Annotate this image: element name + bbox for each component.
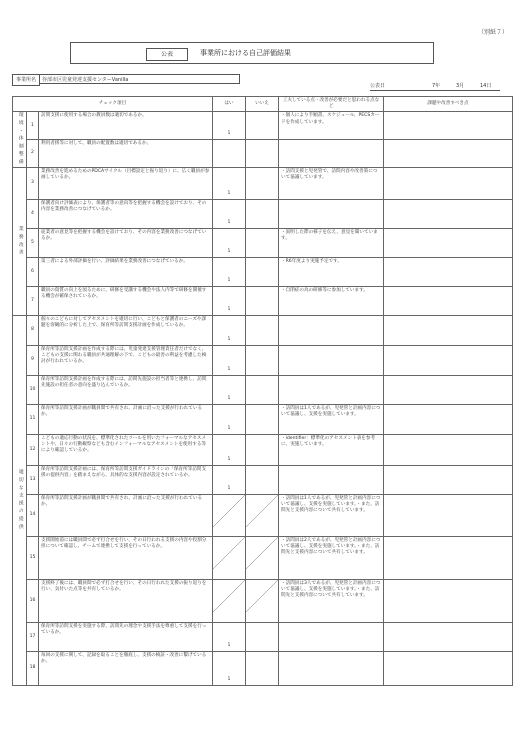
- diagonal-slash-icon: [213, 580, 245, 612]
- no-cell: [246, 257, 279, 286]
- table-row: [13, 494, 513, 536]
- yes-cell: [213, 622, 246, 651]
- item-number: 9: [27, 345, 39, 375]
- remarks-cell: [279, 315, 384, 345]
- item-text: 個々のこどもに対してアセスメントを適切に行い、こどもと保護者のニーズや課題を客観的に分析した上で、保育所等訪問支援計画を作成しているか。: [39, 315, 213, 345]
- remarks-cell: ・R6年度より実施予定です。: [279, 257, 384, 286]
- item-text: 第三者による外部評価を行い、評価結果を業務改善につなげているか。: [39, 257, 213, 286]
- yes-cell: [213, 315, 246, 345]
- no-cell: [246, 622, 279, 651]
- category-label: 業務改善: [17, 225, 23, 258]
- item-number: 17: [27, 622, 39, 651]
- yes-count: 1: [227, 190, 231, 196]
- diagonal-slash-icon: [246, 495, 278, 527]
- remarks-cell: [279, 199, 384, 228]
- remarks-cell: ・訪問員は3人であるが、児発管と計画内容について協議し、支援を実施しています。・また、訪問先と支援内容について共有しています。: [279, 579, 384, 622]
- yes-cell: [213, 286, 246, 315]
- yes-count: 1: [227, 306, 231, 312]
- remarks-cell: [279, 345, 384, 375]
- item-text: 保育所等訪問支援計画を作成する際には、児童発達支援管理責任者だけでなく、こどもの支援に関わる職員が共通理解の下で、こどもの最善の利益を考慮した検討が行われているか。: [39, 345, 213, 375]
- table-row: [13, 651, 513, 685]
- issues-cell: [384, 375, 513, 404]
- yes-cell: [213, 579, 246, 622]
- yes-cell: [213, 375, 246, 404]
- item-number: 1: [27, 112, 39, 140]
- remarks-cell: ・訪問員は1人であるが、児発管と計画内容について協議し、支援を実施しています。: [279, 404, 384, 434]
- remarks-cell: ・identifier：標準化のアセスメント表を参考に、実施しています。: [279, 434, 384, 465]
- no-cell: [246, 651, 279, 685]
- remarks-header: 工夫している点・改善が必要だと思われる点など: [279, 97, 384, 112]
- yes-count: 1: [227, 366, 231, 372]
- category-cell: [13, 167, 27, 315]
- table-header-row: [13, 97, 513, 112]
- table-row: [13, 315, 513, 345]
- item-number: 6: [27, 257, 39, 286]
- publish-date-label: 公表日: [370, 83, 386, 89]
- yes-cell: [213, 112, 246, 140]
- publish-year: 7年: [432, 83, 441, 89]
- yes-header: はい: [213, 97, 246, 112]
- item-text: 職員の資質の向上を図るために、研修を受講する機会や法人内等で研修を開催する機会が確保されているか。: [39, 286, 213, 315]
- remarks-cell: ・説明した際の様子を伝え、意見を聞いています。: [279, 228, 384, 257]
- item-number: 11: [27, 404, 39, 434]
- item-number: 4: [27, 199, 39, 228]
- remarks-cell: [279, 465, 384, 494]
- table-row: [13, 112, 513, 140]
- table-row: [13, 167, 513, 199]
- remarks-cell: [279, 375, 384, 404]
- remarks-cell: ・自閉症の為の研修等に参加しています。: [279, 286, 384, 315]
- issues-cell: [384, 465, 513, 494]
- yes-cell: [213, 257, 246, 286]
- item-text: 訪問支援に使用する場合の教員数は適切であるか。: [39, 112, 213, 140]
- issues-cell: [384, 622, 513, 651]
- yes-count: 1: [227, 336, 231, 342]
- remarks-cell: ・訪問員は2人であるが、児発管と計画内容について協議し、支援を実施しています。・また、訪問先と支援内容について共有しています。: [279, 536, 384, 579]
- no-header: いいえ: [246, 97, 279, 112]
- yes-cell: [213, 140, 246, 168]
- item-text: 支援終了後には、職員間で必ず打合せを行い、その日行われた支援の振り返りを行い、気付いた点等を共有しているか。: [39, 579, 213, 622]
- remarks-cell: ・個人により手順書、スケジュール、PECSカードを作成しています。: [279, 112, 384, 140]
- table-row: [13, 228, 513, 257]
- issues-cell: [384, 257, 513, 286]
- item-text: 保育所等訪問支援計画を作成する際には、訪問先施設の担当者等と連携し、訪問先施設の担任者の意向を盛り込んでいるか。: [39, 375, 213, 404]
- table-row: [13, 286, 513, 315]
- yes-count: 1: [227, 485, 231, 491]
- issues-cell: [384, 140, 513, 168]
- category-cell: [13, 315, 27, 685]
- table-row: [13, 140, 513, 168]
- yes-cell: [213, 434, 246, 465]
- yes-count: 1: [227, 130, 231, 136]
- table-row: [13, 375, 513, 404]
- table-row: [13, 257, 513, 286]
- item-number: 14: [27, 494, 39, 536]
- yes-cell: [213, 199, 246, 228]
- item-text: 保育所等訪問支援計画が職員間で共有され、計画に沿った支援が行われているか。: [39, 404, 213, 434]
- item-number: 7: [27, 286, 39, 315]
- business-label: 事業所名: [12, 74, 40, 86]
- no-cell: [246, 404, 279, 434]
- item-number: 8: [27, 315, 39, 345]
- business-name: 谷部市区児童発達支援センターVanilla: [39, 74, 240, 84]
- check-item-header: チェック項目: [13, 97, 213, 112]
- no-cell: [246, 112, 279, 140]
- table-row: [13, 579, 513, 622]
- yes-count: 1: [227, 395, 231, 401]
- yes-count: 1: [227, 676, 231, 682]
- yes-count: 1: [227, 219, 231, 225]
- item-number: 3: [27, 167, 39, 199]
- yes-count: 1: [227, 456, 231, 462]
- remarks-cell: [279, 140, 384, 168]
- item-text: 毎回の支援に関して、記録を取ることを徹底し、支援の検証・改善に繋げているか。: [39, 651, 213, 685]
- item-text: 保護者向け評価表により、保護者等の意向等を把握する機会を設けており、その内容を業務改善につなげているか。: [39, 199, 213, 228]
- category-cell: [13, 112, 27, 168]
- issues-cell: [384, 315, 513, 345]
- yes-cell: [213, 167, 246, 199]
- yes-count: 1: [227, 425, 231, 431]
- yes-count: 1: [227, 642, 231, 648]
- category-label: 環境・体制整備: [17, 112, 23, 167]
- issues-cell: [384, 579, 513, 622]
- diagonal-slash-icon: [213, 495, 245, 527]
- no-cell: [246, 375, 279, 404]
- item-number: 18: [27, 651, 39, 685]
- no-cell: [246, 199, 279, 228]
- yes-cell: [213, 536, 246, 579]
- yes-cell: [213, 651, 246, 685]
- diagonal-slash-icon: [246, 580, 278, 612]
- table-row: [13, 434, 513, 465]
- no-cell: [246, 140, 279, 168]
- issues-header: 課題や改善すべき点: [384, 97, 513, 112]
- yes-cell: [213, 345, 246, 375]
- no-cell: [246, 536, 279, 579]
- table-row: [13, 404, 513, 434]
- no-cell: [246, 286, 279, 315]
- table-row: [13, 345, 513, 375]
- issues-cell: [384, 404, 513, 434]
- remarks-cell: ・訪問員は1人であるが、児発管と計画内容について協議し、支援を実施しています。・また、訪問先と支援内容について共有しています。: [279, 494, 384, 536]
- issues-cell: [384, 494, 513, 536]
- item-text: 支援開始前には職員間で必ず打合せを行い、その日行われる支援の内容や役割分担について確認し、チームで連携して支援を行っているか。: [39, 536, 213, 579]
- no-cell: [246, 579, 279, 622]
- no-cell: [246, 434, 279, 465]
- item-number: 13: [27, 465, 39, 494]
- yes-count: 1: [227, 277, 231, 283]
- evaluation-table: [12, 96, 513, 686]
- yes-cell: [213, 494, 246, 536]
- category-label: 適切な支援の提供: [17, 469, 23, 532]
- issues-cell: [384, 286, 513, 315]
- issues-cell: [384, 112, 513, 140]
- no-cell: [246, 228, 279, 257]
- no-cell: [246, 167, 279, 199]
- item-text: 保育所等訪問支援計画には、保育所等訪問支援ガイドラインの「保育所等訪問支援の提供内容」を踏まえながら、具体的な支援内容が設定されているか。: [39, 465, 213, 494]
- issues-cell: [384, 167, 513, 199]
- remarks-cell: [279, 651, 384, 685]
- annex-label: （別紙７）: [477, 29, 508, 36]
- page-title: 事業所における自己評価結果: [200, 49, 291, 57]
- no-cell: [246, 345, 279, 375]
- diagonal-slash-icon: [246, 537, 278, 569]
- item-number: 12: [27, 434, 39, 465]
- item-text: 保育所等訪問支援を実施する際、訪問先の理念や支援手法を尊重して支援を行っているか。: [39, 622, 213, 651]
- diagonal-slash-icon: [213, 537, 245, 569]
- no-cell: [246, 315, 279, 345]
- issues-cell: [384, 345, 513, 375]
- item-number: 5: [27, 228, 39, 257]
- publish-month: 3月: [456, 83, 465, 89]
- item-text: 保育所等訪問支援計画が職員間で共有され、計画に沿った支援が行われているか。: [39, 494, 213, 536]
- issues-cell: [384, 536, 513, 579]
- table-row: [13, 536, 513, 579]
- item-text: こどもの適応行動の状況を、標準化されたツールを用いたフォーマルなアセスメントや、日々の行動観察なども含むインフォーマルなアセスメントを使用する等により確認しているか。: [39, 434, 213, 465]
- item-number: 16: [27, 579, 39, 622]
- issues-cell: [384, 228, 513, 257]
- yes-cell: [213, 465, 246, 494]
- item-number: 10: [27, 375, 39, 404]
- table-row: [13, 465, 513, 494]
- no-cell: [246, 465, 279, 494]
- item-number: 15: [27, 536, 39, 579]
- item-number: 2: [27, 140, 39, 168]
- yes-count: 1: [227, 248, 231, 254]
- item-text: 業務改善を進めるためのPDCAサイクル（目標設定と振り返り）に、広く職員が参画しているか。: [39, 167, 213, 199]
- remarks-cell: ・訪問支援と児発管で、訪問内容や改善策について協議しています。: [279, 167, 384, 199]
- issues-cell: [384, 199, 513, 228]
- public-label: 公表: [146, 48, 188, 61]
- publish-day: 14日: [480, 83, 492, 89]
- no-cell: [246, 494, 279, 536]
- issues-cell: [384, 651, 513, 685]
- yes-cell: [213, 228, 246, 257]
- table-row: [13, 199, 513, 228]
- item-text: 従業者の意見等を把握する機会を設けており、その内容を業務改善につなげているか。: [39, 228, 213, 257]
- table-row: [13, 622, 513, 651]
- publish-date: [370, 82, 500, 91]
- issues-cell: [384, 434, 513, 465]
- remarks-cell: [279, 622, 384, 651]
- item-text: 利用者援等に対して、職員の配置数は適切であるか。: [39, 140, 213, 168]
- yes-cell: [213, 404, 246, 434]
